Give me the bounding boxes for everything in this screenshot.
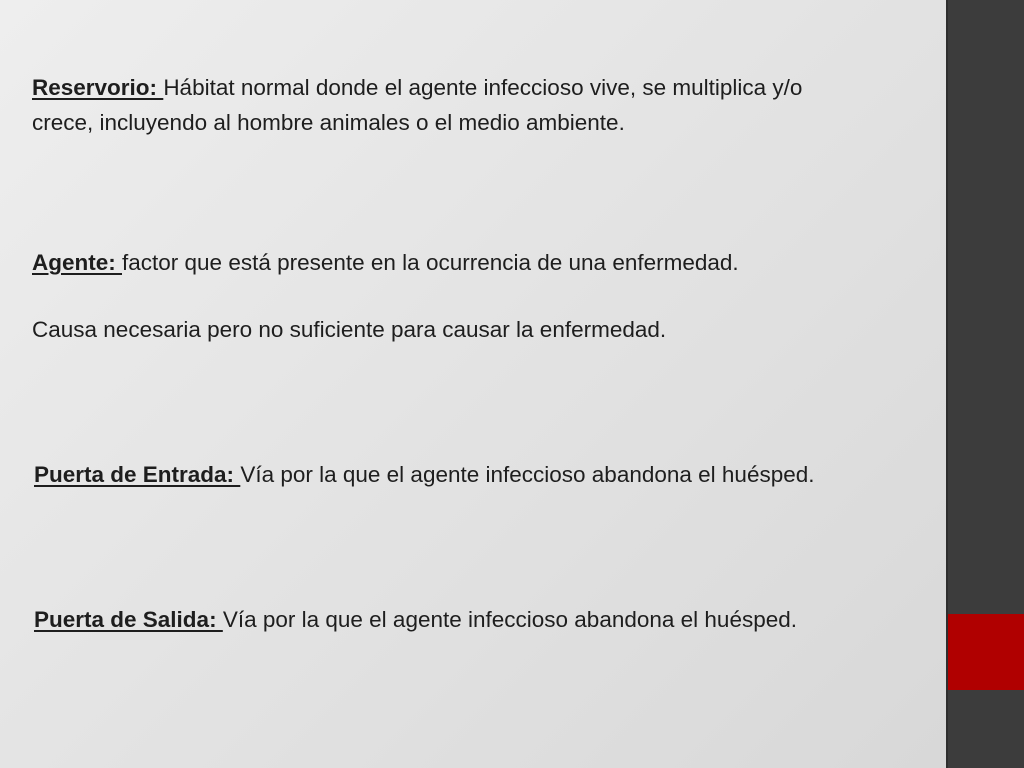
red-accent-block [948,614,1024,690]
agente-term: Agente: [32,250,122,275]
puerta-entrada-text: Vía por la que el agente infeccioso abandona el huésped. [240,462,815,487]
puerta-entrada-definition [34,457,815,492]
reservorio-text-line2: crece, incluyendo al hombre animales o el medio ambiente. [32,110,625,135]
puerta-entrada-term: Puerta de Entrada: [34,462,241,487]
agente-definition [32,245,739,280]
reservorio-term: Reservorio: [32,75,164,100]
puerta-salida-definition [34,602,797,637]
puerta-salida-text: Vía por la que el agente infeccioso abandona el huésped. [222,607,798,632]
agente-text: factor que está presente en la ocurrencia de una enfermedad. [122,250,739,275]
puerta-salida-term: Puerta de Salida: [34,607,223,632]
causa-note: Causa necesaria pero no suficiente para causar la enfermedad. [32,317,667,342]
reservorio-text-line1: Hábitat normal donde el agente infeccioso vive, se multiplica y/o [163,75,803,100]
reservorio-definition [32,70,802,140]
